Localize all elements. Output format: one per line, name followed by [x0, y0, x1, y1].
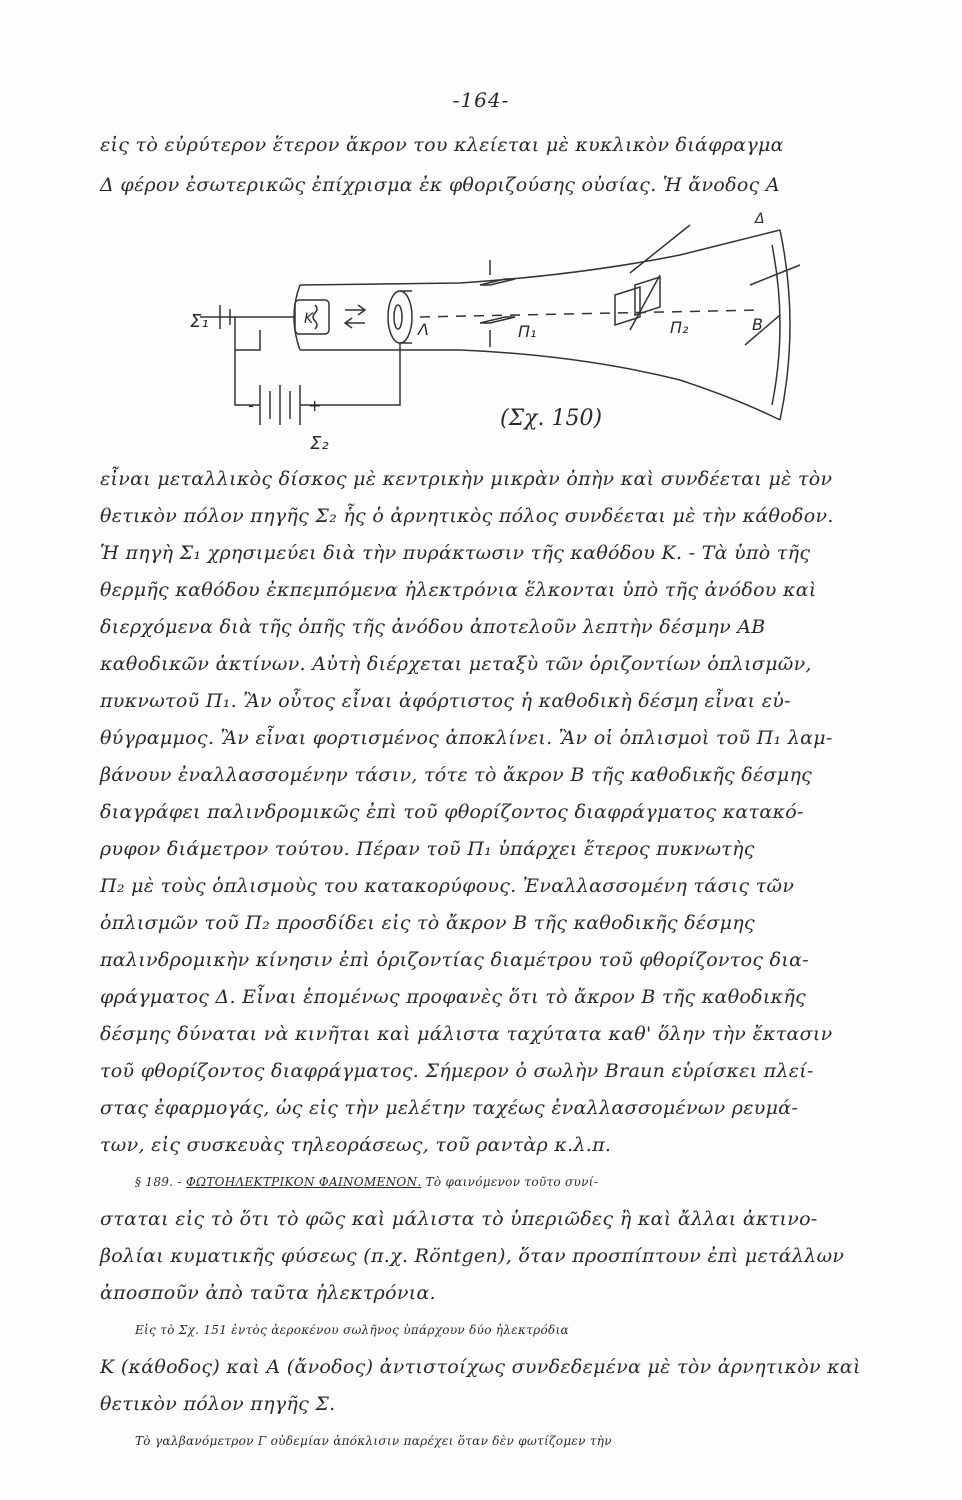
text-line: διαγράφει παλινδρομικῶς ἐπὶ τοῦ φθορίζοντος διαφράγματος κατακό-	[100, 801, 804, 823]
label-s2: Σ₂	[310, 433, 329, 454]
text-line: θερμῆς καθόδου ἐκπεμπόμενα ἠλεκτρόνια ἕλκονται ὑπὸ τῆς ἀνόδου καὶ	[100, 579, 817, 601]
text-line: θετικὸν πόλον πηγῆς Σ.	[100, 1393, 336, 1415]
text-line: εἰς τὸ εὐρύτερον ἕτερον ἄκρον του κλείεται μὲ κυκλικὸν διάφραγμα	[100, 134, 784, 156]
tube-outline-top	[300, 230, 780, 285]
label-b: B	[752, 315, 763, 334]
text-line: θετικὸν πόλον πηγῆς Σ₂ ἧς ὁ ἀρνητικὸς πόλος συνδέεται μὲ τὴν κάθοδον.	[100, 505, 834, 527]
text-line: πυκνωτοῦ Π₁. Ἂν οὗτος εἶναι ἀφόρτιστος ἡ καθοδικὴ δέσμη εἶναι εὐ-	[100, 690, 791, 712]
text-line: εἶναι μεταλλικὸς δίσκος μὲ κεντρικὴν μικρὰν ὀπὴν καὶ συνδέεται μὲ τὸν	[100, 468, 833, 490]
text-line: Εἰς τὸ Σχ. 151 ἐντὸς ἀεροκένου σωλῆνος ὑπάρχουν δύο ἠλεκτρόδια	[135, 1323, 569, 1337]
label-s1: Σ₁	[190, 311, 209, 332]
crt-diagram	[160, 205, 820, 455]
capacitor-p1-plates	[480, 279, 515, 323]
label-a: Λ	[418, 320, 429, 339]
label-k: K	[304, 311, 314, 327]
source-s2	[260, 385, 300, 425]
text-line: βάνουν ἐναλλασσομένην τάσιν, τότε τὸ ἄκρον Β τῆς καθοδικῆς δέσμης	[100, 764, 813, 786]
text-line: βολίαι κυματικῆς φύσεως (π.χ. Röntgen), ὅταν προσπίπτουν ἐπὶ μετάλλων	[100, 1245, 845, 1267]
text-line: των, εἰς συσκευὰς τηλεοράσεως, τοῦ ραντὰρ κ.λ.π.	[100, 1134, 612, 1156]
text-line: Π₂ μὲ τοὺς ὁπλισμοὺς του κατακορύφους. Ἐναλλασσομένη τάσις τῶν	[100, 875, 795, 897]
text-line: θύγραμμος. Ἂν εἶναι φορτισμένος ἀποκλίνει. Ἂν οἱ ὁπλισμοὶ τοῦ Π₁ λαμ-	[100, 727, 833, 749]
electron-beam	[420, 310, 760, 317]
section-number: § 189. -	[135, 1175, 182, 1189]
text-line: παλινδρομικὴν κίνησιν ἐπὶ ὁριζοντίας διαμέτρου τοῦ φθορίζοντος δια-	[100, 949, 809, 971]
text-line: τοῦ φθορίζοντος διαφράγματος. Σήμερον ὁ σωλὴν Braun εὑρίσκει πλεί-	[100, 1060, 814, 1082]
text-line: Ἡ πηγὴ Σ₁ χρησιμεύει διὰ τὴν πυράκτωσιν τῆς καθόδου Κ. - Τὰ ὑπὸ τῆς	[100, 542, 811, 564]
anode-disc	[388, 291, 412, 343]
text-line: δέσμης δύναται νὰ κινῆται καὶ μάλιστα ταχύτατα καθ' ὅλην τὴν ἔκτασιν	[100, 1023, 833, 1045]
text-line: φράγματος Δ. Εἶναι ἑπομένως προφανὲς ὅτι τὸ ἄκρον Β τῆς καθοδικῆς	[100, 986, 807, 1008]
section-first-line: Τὸ φαινόμενον τοῦτο συνί-	[425, 1175, 599, 1189]
text-line: ὁπλισμῶν τοῦ Π₂ προσδίδει εἰς τὸ ἄκρον Β τῆς καθοδικῆς δέσμης	[100, 912, 755, 934]
text-line: καθοδικῶν ἀκτίνων. Αὐτὴ διέρχεται μεταξὺ τῶν ὁριζοντίων ὁπλισμῶν,	[100, 653, 812, 675]
page-number: -164-	[452, 88, 510, 112]
figure-caption: (Σχ. 150)	[500, 406, 603, 431]
section-title: ΦΩΤΟΗΛΕΚΤΡΙΚΟΝ ΦΑΙΝΟΜΕΝΟΝ.	[185, 1175, 422, 1189]
text-line: διερχόμενα διὰ τῆς ὀπῆς τῆς ἀνόδου ἀποτελοῦν λεπτὴν δέσμην ΑΒ	[100, 616, 766, 638]
text-line: στας ἐφαρμογάς, ὡς εἰς τὴν μελέτην ταχέως ἐναλλασσομένων ρευμά-	[100, 1097, 799, 1119]
label-d: Δ	[755, 211, 765, 227]
section-heading-line	[135, 1169, 962, 1195]
label-minus: -	[248, 396, 254, 415]
text-line: ρυφον διάμετρον τούτου. Πέραν τοῦ Π₁ ὑπάρχει ἕτερος πυκνωτὴς	[100, 838, 755, 860]
fluorescent-screen	[780, 230, 790, 420]
text-line: σταται εἰς τὸ ὅτι τὸ φῶς καὶ μάλιστα τὸ ὑπεριῶδες ἢ καὶ ἄλλαι ἀκτινο-	[100, 1208, 818, 1230]
label-p1: Π₁	[518, 322, 537, 341]
text-line: Τὸ γαλβανόμετρον Γ οὐδεμίαν ἀπόκλισιν παρέχει ὅταν δὲν φωτίζομεν τὴν	[135, 1434, 612, 1448]
text-line: Δ φέρον ἐσωτερικῶς ἐπίχρισμα ἐκ φθοριζούσης οὐσίας. Ἡ ἄνοδος Α	[100, 174, 780, 196]
text-line: Κ (κάθοδος) καὶ Α (ἄνοδος) ἀντιστοίχως συνδεδεμένα μὲ τὸν ἀρνητικὸν καὶ	[100, 1356, 861, 1378]
label-p2: Π₂	[670, 318, 689, 337]
label-plus: +	[308, 396, 322, 415]
text-line: ἀποσποῦν ἀπὸ ταῦτα ἠλεκτρόνια.	[100, 1282, 436, 1304]
